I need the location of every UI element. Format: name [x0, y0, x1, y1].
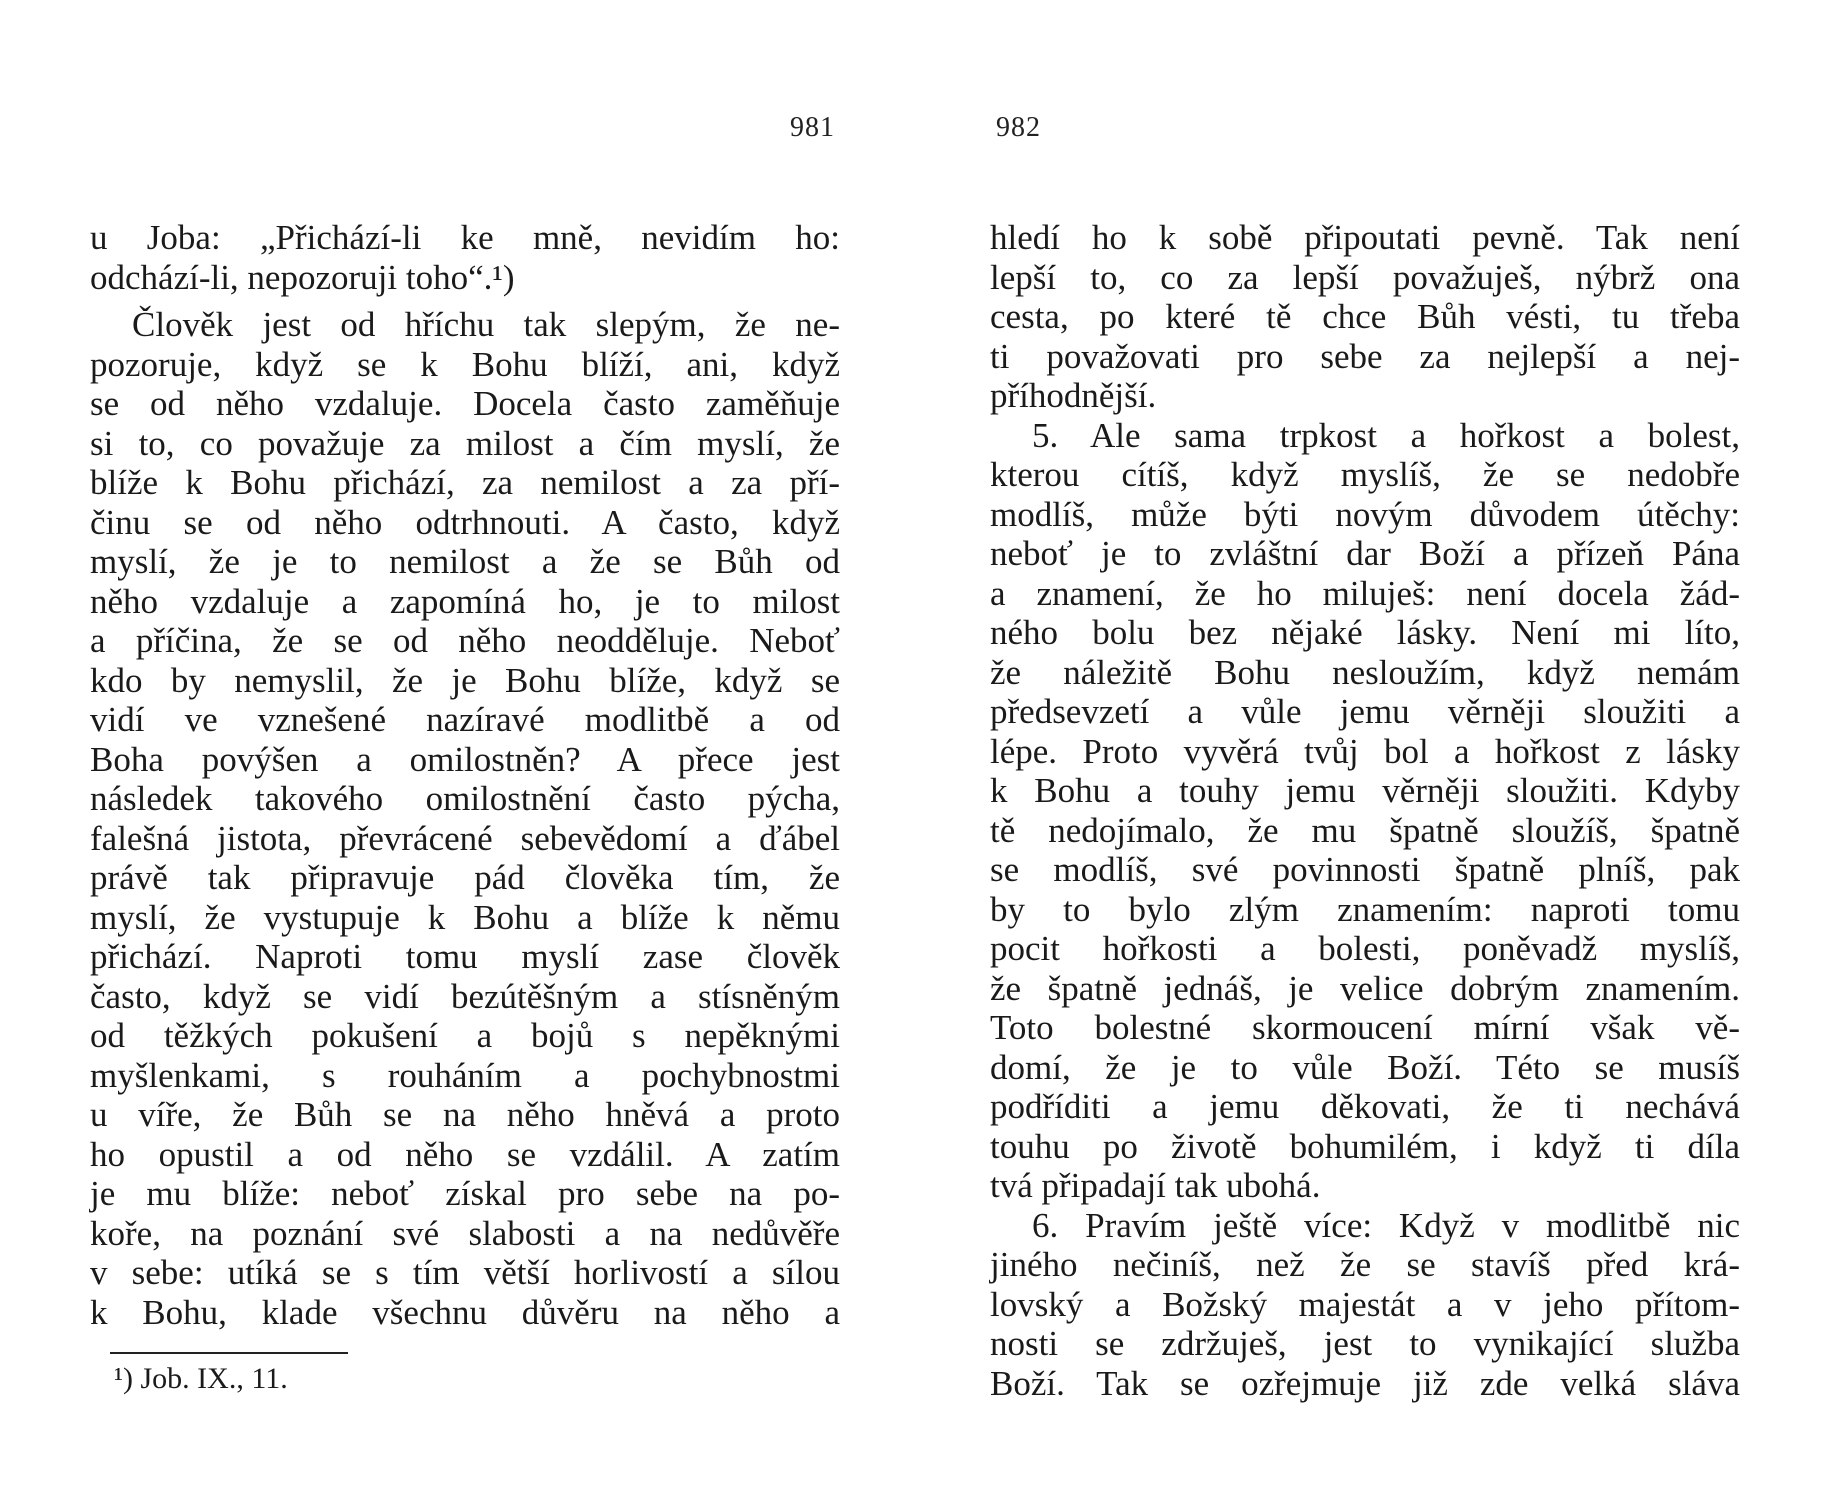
text-line: Boží. Tak se ozřejmuje již zde velká sláva [990, 1363, 1740, 1403]
text-line: vidí ve vznešené nazíravé modlitbě a od [90, 700, 840, 739]
text-line: je mu blíže: neboť získal pro sebe na po- [90, 1174, 840, 1213]
text-line: si to, co považuje za milost a čím myslí, že [90, 423, 840, 463]
text-line: by to bylo zlým znamením: naproti tomu [990, 889, 1740, 929]
text-line: hledí ho k sobě připoutati pevně. Tak není [990, 218, 1740, 257]
text-line: kterou cítíš, když myslíš, že se nedobře [990, 455, 1740, 494]
text-line: cesta, po které tě chce Bůh vésti, tu třeba [990, 297, 1740, 336]
text-line: tvá připadají tak ubohá. [990, 1166, 1321, 1205]
text-line: činu se od něho odtrhnouti. A často, když [90, 502, 840, 542]
text-line: Člověk jest od hříchu tak slepým, že ne- [132, 305, 840, 344]
text-line: 5. Ale sama trpkost a hořkost a bolest, [1032, 415, 1740, 455]
text-line: příhodnější. [990, 376, 1157, 415]
text-line: touhu po životě bohumilém, i když ti díla [990, 1126, 1740, 1166]
text-line: a příčina, že se od něho neodděluje. Neboť [90, 621, 840, 660]
text-line: se modlíš, své povinnosti špatně plníš, pak [990, 850, 1740, 889]
text-line: přichází. Naproti tomu myslí zase člověk [90, 937, 840, 976]
text-line: něho vzdaluje a zapomíná ho, je to milost [90, 581, 840, 621]
text-line: v sebe: utíká se s tím větší horlivostí a sílou [90, 1253, 840, 1292]
text-line: právě tak připravuje pád člověka tím, že [90, 858, 840, 897]
text-line: ti považovati pro sebe za nejlepší a nej- [990, 336, 1740, 376]
text-line: myslí, že vystupuje k Bohu a blíže k němu [90, 897, 840, 937]
text-line: k Bohu, klade všechnu důvěru na něho a [90, 1292, 840, 1332]
text-line: že náležitě Bohu nesloužím, když nemám [990, 652, 1740, 692]
text-line: domí, že je to vůle Boží. Této se musíš [990, 1047, 1740, 1087]
text-line: lépe. Proto vyvěrá tvůj bol a hořkost z lásky [990, 731, 1740, 771]
text-line: tě nedojímalo, že mu špatně sloužíš, špatně [990, 810, 1740, 850]
text-line: blíže k Bohu přichází, za nemilost a za pří- [90, 463, 840, 502]
text-line: u Joba: „Přichází-li ke mně, nevidím ho: [90, 218, 840, 257]
text-line: lovský a Božský majestát a v jeho přítom- [990, 1284, 1740, 1324]
page-number-right: 982 [996, 112, 1041, 143]
text-line: Toto bolestné skormoucení mírní však vě- [990, 1008, 1740, 1047]
text-line: ho opustil a od něho se vzdálil. A zatím [90, 1134, 840, 1174]
text-line: myšlenkami, s rouháním a pochybnostmi [90, 1055, 840, 1095]
text-line: u víře, že Bůh se na něho hněvá a proto [90, 1095, 840, 1134]
text-line: že špatně jednáš, je velice dobrým znamením. [990, 968, 1740, 1008]
text-line: myslí, že je to nemilost a že se Bůh od [90, 542, 840, 581]
text-line: k Bohu a touhy jemu věrněji sloužiti. Kdyby [990, 771, 1740, 810]
text-line: pozoruje, když se k Bohu blíží, ani, když [90, 344, 840, 384]
text-line: kdo by nemyslil, že je Bohu blíže, když se [90, 660, 840, 700]
text-line: 6. Pravím ještě více: Když v modlitbě nic [1032, 1205, 1740, 1245]
text-line: neboť je to zvláštní dar Boží a přízeň Pána [990, 534, 1740, 573]
text-line: předsevzetí a vůle jemu věrněji sloužiti a [990, 692, 1740, 731]
text-line: a znamení, že ho miluješ: není docela žád- [990, 573, 1740, 613]
text-line: často, když se vidí bezútěšným a stísněným [90, 976, 840, 1016]
text-line: následek takového omilostnění často pýcha, [90, 779, 840, 818]
text-line: pocit hořkosti a bolesti, poněvadž myslíš, [990, 929, 1740, 968]
text-line: modlíš, může býti novým důvodem útěchy: [990, 494, 1740, 534]
text-line: falešná jistota, převrácené sebevědomí a ďábel [90, 818, 840, 858]
text-line: Boha povýšen a omilostněn? A přece jest [90, 739, 840, 779]
text-line: koře, na poznání své slabosti a na nedůvěře [90, 1213, 840, 1253]
left-page-text [90, 218, 840, 1332]
footnote: ¹) Job. IX., 11. [114, 1362, 288, 1395]
right-page-text [990, 218, 1740, 1403]
text-line: nosti se zdržuješ, jest to vynikající služba [990, 1324, 1740, 1363]
text-line: odchází-li, nepozoruji toho“.¹) [90, 257, 515, 297]
paragraph-gap [90, 297, 840, 305]
footnote-rule [110, 1352, 348, 1354]
page-number-left: 981 [790, 112, 835, 143]
text-line: od těžkých pokušení a bojů s nepěknými [90, 1016, 840, 1055]
text-line: jiného nečiníš, než že se stavíš před krá- [990, 1245, 1740, 1284]
text-line: lepší to, co za lepší považuješ, nýbrž ona [990, 257, 1740, 297]
text-line: se od něho vzdaluje. Docela často zaměňuje [90, 384, 840, 423]
text-line: podříditi a jemu děkovati, že ti nechává [990, 1087, 1740, 1126]
text-line: ného bolu bez nějaké lásky. Není mi líto, [990, 613, 1740, 652]
